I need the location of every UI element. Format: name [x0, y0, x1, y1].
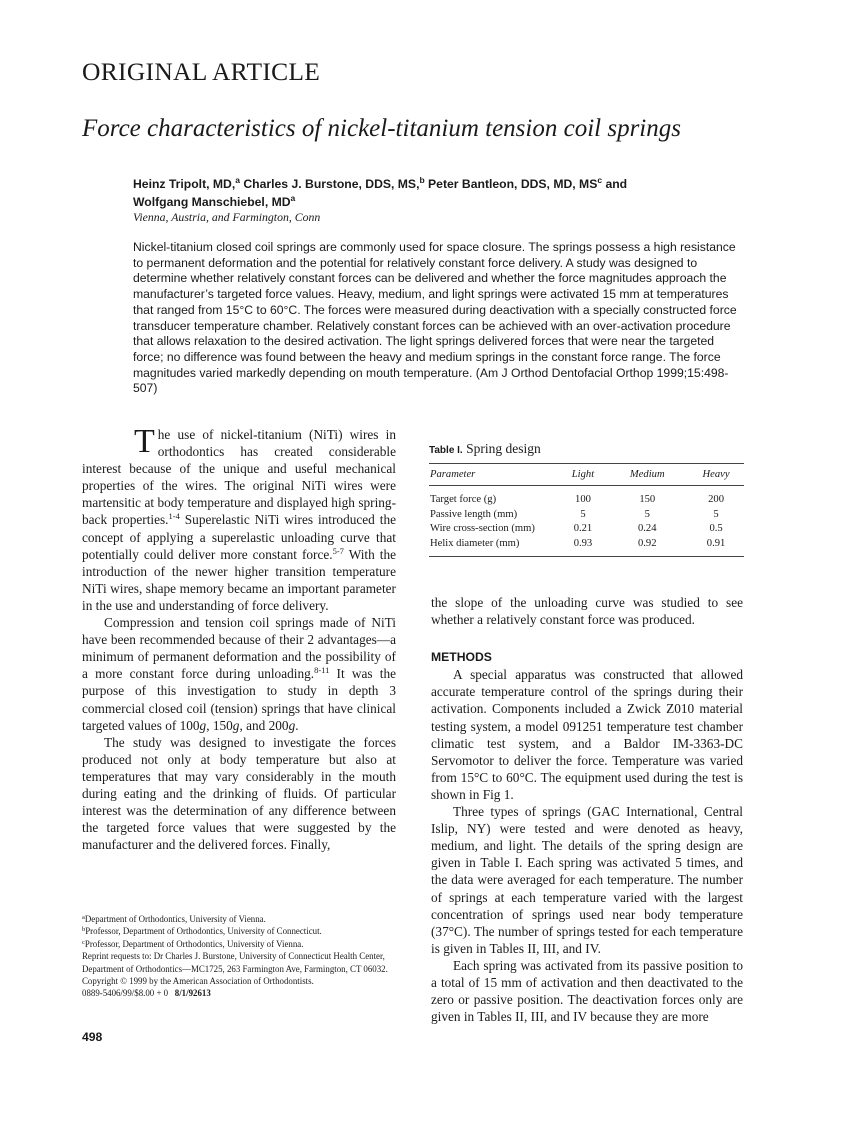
paragraph-text: It was the purpose of this investigation to study in depth 3 commercial closed coil (tension) springs that have clinical targeted values of 100: [82, 666, 396, 733]
table-cell: 5: [580, 508, 586, 520]
column-header: Heavy: [688, 464, 744, 486]
author-name: Charles J. Burstone, DDS, MS,: [239, 177, 420, 191]
author-name: Wolfgang Manschiebel, MD: [133, 194, 291, 209]
column-header: Medium: [606, 464, 688, 486]
table-cell: 0.91: [688, 537, 744, 557]
table: [429, 463, 744, 557]
affiliation-mark: a: [290, 192, 296, 203]
body-paragraph: The study was designed to investigate the forces produced not only at body temperature but also at temperatures that may vary considerably in the mouth during eating and the drinking of fluids. Of particular interest was the determination of any difference between the targeted force values that were suggested by the manufacturer and the delivered forces. Finally,: [82, 734, 396, 853]
body-paragraph: Each spring was activated from its passive position to a total of 15 mm of activation and then deactivated to the zero or passive position. The deactivation forces only are given in Tables II, III, and IV because they are more: [431, 957, 743, 1025]
table-row: [429, 508, 744, 523]
table-cell: 0.5: [709, 523, 723, 534]
paragraph-text: , and 200: [239, 717, 289, 733]
table-caption: [429, 441, 744, 457]
footnotes: [82, 913, 404, 1000]
author-affiliation: Vienna, Austria, and Farmington, Conn: [133, 210, 321, 224]
column-header: Parameter: [429, 464, 560, 486]
article-title: Force characteristics of nickel-titanium tension coil springs: [82, 115, 681, 142]
table-cell: Helix diameter (mm): [429, 537, 560, 557]
spring-design-table: [429, 441, 744, 557]
footnote: $^a$Department of Orthodontics, University of Vienna.: [82, 914, 266, 924]
article-code: 0889-5406/99/$8.00 + 0 8/1/92613: [82, 988, 211, 999]
paragraph-text: With the introduction of the newer higher transition temperature NiTi wires, shape memory became an important parameter in the use and understanding of force delivery.: [82, 546, 396, 613]
unit-italic: g: [288, 717, 296, 733]
body-paragraph: A special apparatus was constructed that allowed accurate temperature control of the springs during their activation. Components included a Zwick Z010 material testing system, a model 091251 temperature test chamber climatic test system, and a Baldor IM-3363-DC Servomotor to deliver the force. Temperature was varied from 15°C to 60°C. The equipment used during the test is shown in Fig 1.: [431, 667, 743, 802]
table-cell: 0.24: [637, 523, 657, 534]
drop-cap: T: [134, 423, 155, 460]
body-paragraph: the slope of the unloading curve was studied to see whether a relatively constant force was produced.: [431, 595, 743, 628]
table-cell: 0.92: [606, 537, 688, 557]
column-header: Light: [560, 464, 607, 486]
reprint-requests: Reprint requests to: Dr Charles J. Burstone, University of Connecticut Health Center, Department of Orthodontics—MC1725, 263 Farmington Ave, Farmington, CT 06032.: [82, 951, 388, 974]
paragraph-text: Compression and tension coil springs made of NiTi have been recommended because of their 2 advantages—a minimum of permanent deformation and the possibility of a more constant force during unloading.: [82, 615, 396, 682]
body-paragraph: [82, 614, 396, 734]
table-label: Table I.: [429, 445, 463, 456]
table-cell: 5: [713, 508, 719, 520]
affiliation-mark: a: [235, 175, 240, 185]
paragraph-text: .: [295, 717, 299, 733]
author-list: [133, 176, 673, 211]
affiliation-mark: b: [419, 175, 425, 185]
copyright: Copyright © 1999 by the American Association of Orthodontists.: [82, 976, 314, 987]
table-row: [429, 522, 744, 537]
author-conjunction: and: [602, 177, 628, 191]
section-label: ORIGINAL ARTICLE: [82, 57, 321, 86]
table-cell: 0.93: [560, 537, 607, 557]
reference-mark: 1-4: [168, 511, 180, 522]
paragraph-text: he use of nickel-titanium (NiTi) wires in orthodontics has created considerable interest because of the unique and useful mechanical properties of the wires. The original NiTi wires were martensitic at body temperature and displayed high spring-back properties.: [82, 427, 396, 528]
section-heading: METHODS: [431, 650, 492, 665]
table-cell: 100: [575, 494, 591, 505]
paragraph-text: Superelastic NiTi wires introduced the concept of applying a superelastic unloading curve that potentially could deliver more constant force.: [82, 512, 396, 562]
body-paragraph: Three types of springs (GAC International, Central Islip, NY) were tested and were denoted as heavy, medium, and light. The details of the spring design are given in Table I. Each spring was activated 5 times, and the data were averaged for each temperature. The number of springs at each temperature varied with the largest concentration of springs used near body temperature (37°C). The number of springs tested for each temperature is given in Tables II, III, and IV.: [431, 804, 743, 956]
table-cell: 0.21: [573, 523, 593, 534]
table-cell: 150: [639, 494, 656, 505]
right-column: [431, 594, 743, 1025]
table-cell: Passive length (mm): [430, 508, 518, 520]
paragraph-text: , 150: [206, 717, 233, 733]
left-column: [82, 423, 396, 853]
affiliation-mark: c: [597, 175, 603, 185]
footnote: $^c$Professor, Department of Orthodontics, University of Vienna.: [82, 938, 304, 949]
author-name: Heinz Tripolt, MD,: [133, 177, 236, 191]
unit-italic: g: [199, 717, 207, 733]
page-number: 498: [82, 1030, 103, 1044]
reference-mark: 5-7: [332, 545, 344, 556]
abstract: Nickel-titanium closed coil springs are commonly used for space closure. The springs possess a high resistance to permanent deformation and the potential for relatively constant force delivery. A study was designed to determine whether relatively constant forces can be delivered and whether the force magnitudes approach the manufacturer’s targeted force values. Heavy, medium, and light springs were activated 15 mm at temperatures that ranged from 15°C to 60°C. The forces were measured during deactivation with a specially constructed force transducer temperature chamber. Relatively constant forces can be achieved with an over-activation procedure that allows relaxation to the desired activation. The light springs delivered forces that were near the targeted force; no difference was found between the heavy and medium springs in the constant force range. The force magnitudes varied markedly depending on mouth temperature. (Am J Orthod Dentofacial Orthop 1999;15:498-507): [133, 240, 737, 396]
table-row: [429, 486, 744, 508]
footnote: $^b$Professor, Department of Orthodontics, University of Connecticut.: [82, 926, 322, 937]
reference-mark: 8-11: [314, 665, 330, 676]
table-caption-text: Spring design: [462, 441, 541, 456]
table-cell: Target force (g): [430, 494, 497, 505]
table-cell: 5: [644, 508, 650, 520]
intro-paragraph: [82, 423, 396, 614]
table-row: [429, 537, 744, 557]
table-cell: 200: [708, 494, 724, 505]
table-cell: Wire cross-section (mm): [430, 523, 535, 534]
author-name: Peter Bantleon, DDS, MD, MS: [424, 177, 598, 191]
table-header-row: [429, 464, 744, 486]
unit-italic: g: [232, 717, 240, 733]
